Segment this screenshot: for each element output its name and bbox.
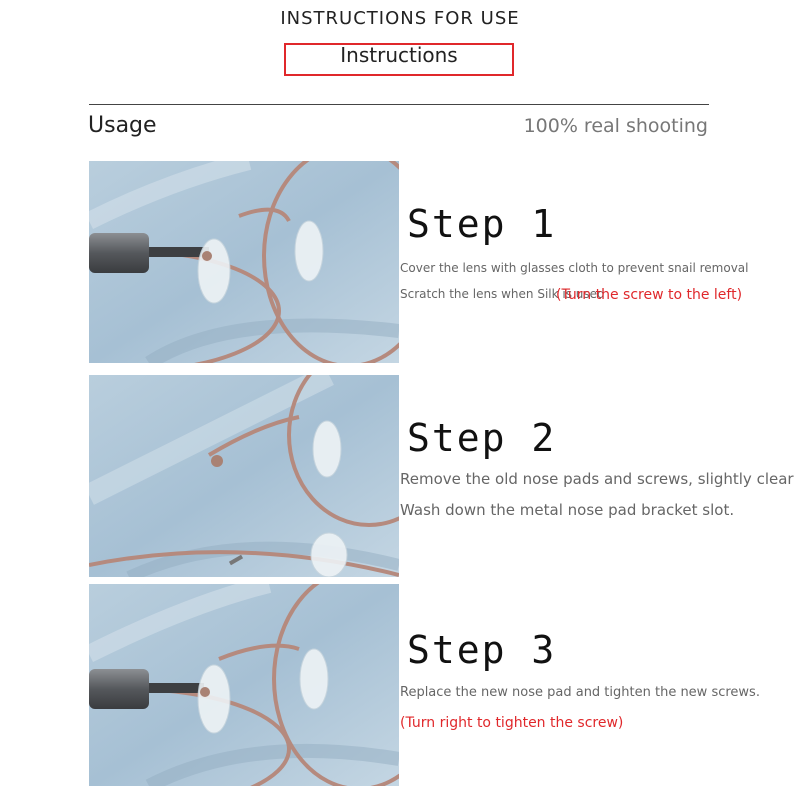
step-3-title: Step 3 [407, 628, 557, 672]
real-shooting-label: 100% real shooting [523, 115, 708, 137]
step-2-line-1: Remove the old nose pads and screws, slightly clear [400, 470, 794, 488]
step-1-title: Step 1 [407, 202, 557, 246]
step-3-line-1: Replace the new nose pad and tighten the new screws. [400, 685, 760, 700]
step-2-line-2: Wash down the metal nose pad bracket slot. [400, 501, 735, 519]
step-2-photo [89, 375, 399, 577]
step-1-line-2: Scratch the lens when Silk is used [400, 287, 605, 301]
step-1-note: (Turn the screw to the left) [556, 287, 743, 303]
divider [89, 104, 709, 105]
step-1-photo [89, 161, 399, 363]
nose-pad-illustration [198, 239, 230, 303]
usage-label: Usage [88, 113, 157, 138]
page-title: INSTRUCTIONS FOR USE [280, 8, 520, 29]
step-3-photo [89, 584, 399, 786]
step-3-note: (Turn right to tighten the screw) [400, 715, 624, 731]
step-1-line-1: Cover the lens with glasses cloth to prevent snail removal [400, 261, 749, 275]
step-2-title: Step 2 [407, 416, 557, 460]
instructions-label: Instructions [340, 43, 458, 67]
